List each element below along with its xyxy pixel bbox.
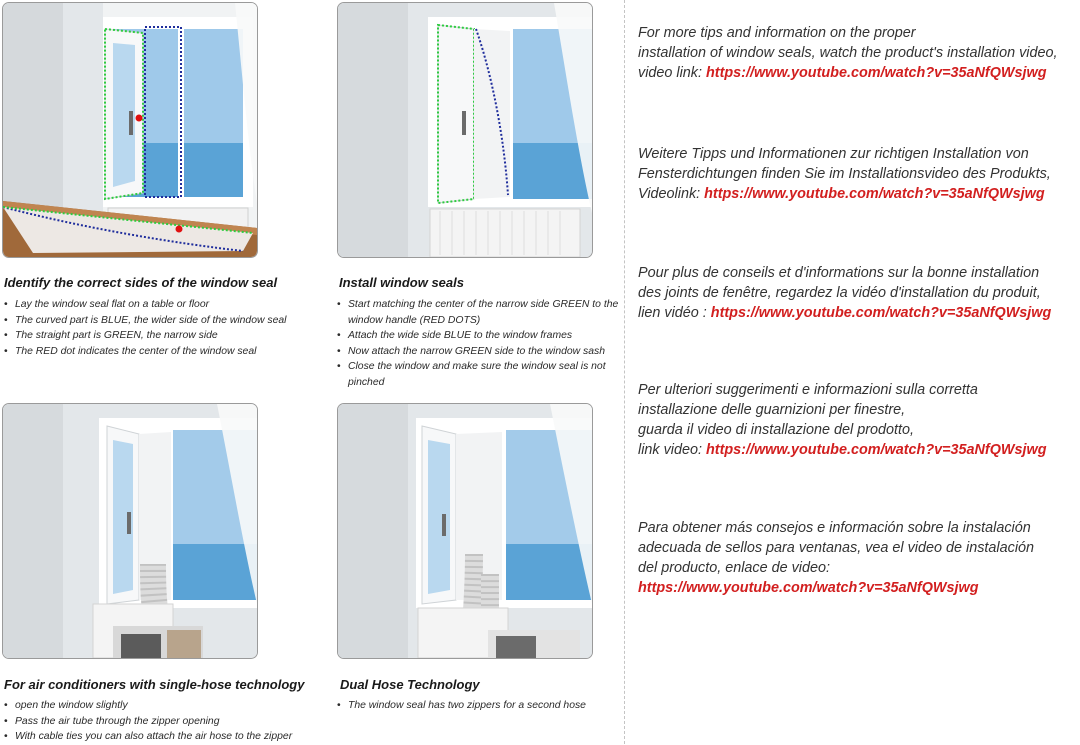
info-de-text: Weitere Tipps und Informationen zur richtigen Installation von Fensterdichtungen finden Sie im Installationsvideo des Produkts, Videolink: [638, 146, 1051, 202]
step2-title: Install window seals [339, 275, 464, 290]
list-item: • open the window slightly [4, 698, 322, 714]
list-item: • Now attach the narrow GREEN side to the window sash [337, 344, 619, 360]
info-es [638, 518, 1078, 598]
step3-bullets [4, 698, 322, 745]
list-item: • Attach the wide side BLUE to the window frames [337, 328, 619, 344]
list-item: • Pass the air tube through the zipper opening [4, 714, 322, 730]
list-item: • The straight part is GREEN, the narrow side [4, 328, 322, 344]
info-it [638, 380, 1078, 460]
info-en-text: For more tips and information on the proper installation of window seals, watch the product's installation video, video link: [638, 25, 1058, 81]
info-it-link[interactable]: https://www.youtube.com/watch?v=35aNfQWsjwg [706, 442, 1047, 458]
info-fr-text: Pour plus de conseils et d'informations sur la bonne installation des joints de fenêtre, regardez la vidéo d'installation du produit, lien vidéo : [638, 265, 1041, 321]
list-item: • The window seal has two zippers for a second hose [337, 698, 619, 714]
info-it-text: Per ulteriori suggerimenti e informazioni sulla corretta installazione delle guarnizioni per finestre, guarda il video di installazione del prodotto, link video: [638, 382, 978, 458]
list-item: • Close the window and make sure the window seal is not pinched [337, 359, 619, 390]
step2-illustration [337, 2, 593, 258]
list-item: • The RED dot indicates the center of the window seal [4, 344, 322, 360]
info-es-link[interactable]: https://www.youtube.com/watch?v=35aNfQWsjwg [638, 580, 979, 596]
info-en-link[interactable]: https://www.youtube.com/watch?v=35aNfQWsjwg [706, 65, 1047, 81]
step3-title: For air conditioners with single-hose technology [4, 677, 305, 692]
step4-title: Dual Hose Technology [340, 677, 480, 692]
info-de-link[interactable]: https://www.youtube.com/watch?v=35aNfQWsjwg [704, 186, 1045, 202]
step1-title: Identify the correct sides of the window seal [4, 275, 278, 290]
info-de [638, 144, 1078, 204]
step4-illustration [337, 403, 593, 659]
step2-bullets [337, 297, 619, 391]
info-es-text: Para obtener más consejos e información sobre la instalación adecuada de sellos para ventanas, vea el video de instalación del producto, enlace de video: [638, 520, 1035, 576]
step3-illustration [2, 403, 258, 659]
info-fr [638, 263, 1078, 323]
info-en [638, 23, 1078, 83]
list-item: • Start matching the center of the narrow side GREEN to the window handle (RED DOTS) [337, 297, 619, 328]
list-item: • With cable ties you can also attach the air hose to the zipper [4, 729, 322, 745]
step4-bullets [337, 698, 619, 714]
column-divider [624, 0, 625, 744]
info-fr-link[interactable]: https://www.youtube.com/watch?v=35aNfQWsjwg [710, 305, 1052, 321]
step1-illustration [2, 2, 258, 258]
list-item: • The curved part is BLUE, the wider side of the window seal [4, 313, 322, 329]
step1-bullets [4, 297, 322, 359]
list-item: • Lay the window seal flat on a table or floor [4, 297, 322, 313]
